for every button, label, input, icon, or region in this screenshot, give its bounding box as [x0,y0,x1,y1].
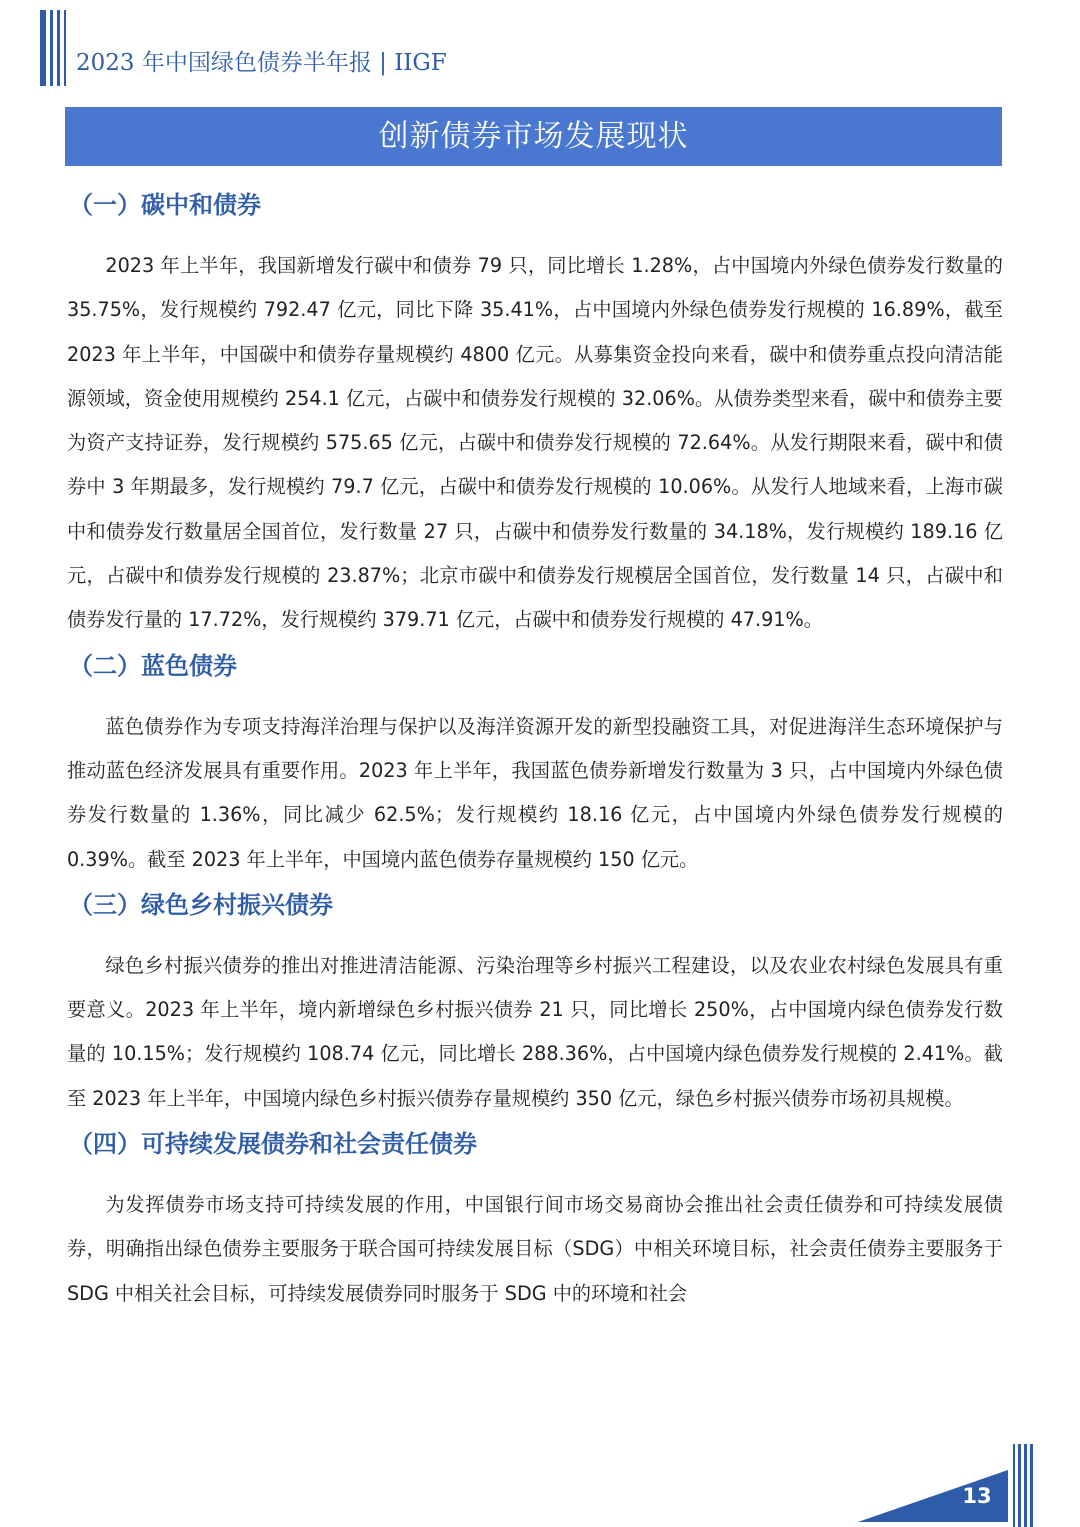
page-number: 13 [962,1484,992,1508]
paragraph: 绿色乡村振兴债券的推出对推进清洁能源、污染治理等乡村振兴工程建设，以及农业农村绿色发展具有重要意义。2023 年上半年，境内新增绿色乡村振兴债券 21 只，同比增长 250%，占中国境内绿色债券发行数量的 10.15%；发行规模约 108.74 亿元，同比增长 288.36%，占中国境内绿色债券发行规模的 2.41%。截至 2023 年上半年，中国境内绿色乡村振兴债券存量规模约 350 亿元，绿色乡村振兴债券市场初具规模。 [67,953,1003,1110]
paragraph: 为发挥债券市场支持可持续发展的作用，中国银行间市场交易商协会推出社会责任债券和可持续发展债券，明确指出绿色债券主要服务于联合国可持续发展目标（SDG）中相关环境目标，社会责任债券主要服务于 SDG 中相关社会目标，可持续发展债券同时服务于 SDG 中的环境和社会 [67,1193,1003,1305]
section-heading: （四）可持续发展债券和社会责任债券 [69,1130,477,1159]
section-banner: 创新债券市场发展现状 [65,107,1002,166]
section-heading: （三）绿色乡村振兴债券 [69,890,333,919]
section-sustainability-social [67,1127,1003,1316]
section-heading: （一）碳中和债券 [69,191,261,219]
section-blue-bond [67,649,1003,882]
main-content [67,188,1003,1322]
footer-decoration-bars [1013,1444,1033,1527]
section-carbon-neutral [67,188,1003,643]
section-heading: （二）蓝色债券 [69,651,237,680]
header-title: 2023 年中国绿色债券半年报 | IIGF [76,50,447,76]
section-rural-revitalization [67,888,1003,1121]
paragraph: 蓝色债券作为专项支持海洋治理与保护以及海洋资源开发的新型投融资工具，对促进海洋生态环境保护与推动蓝色经济发展具有重要作用。2023 年上半年，我国蓝色债券新增发行数量为 3 只，占中国境内外绿色债券发行数量的 1.36%，同比减少 62.5%；发行规模约 18.16 亿元，占中国境内外绿色债券发行规模的 0.39%。截至 2023 年上半年，中国境内蓝色债券存量规模约 150 亿元。 [67,714,1003,871]
header-decoration-bars [40,10,70,86]
paragraph: 2023 年上半年，我国新增发行碳中和债券 79 只，同比增长 1.28%，占中国境内外绿色债券发行数量的 35.75%，发行规模约 792.47 亿元，同比下降 35.41%，占中国境内外绿色债券发行规模的 16.89%，截至 2023 年上半年，中国碳中和债券存量规模约 4800 亿元。从募集资金投向来看，碳中和债券重点投向清洁能源领域，资金使用规模约 254.1 亿元，占碳中和债券发行规模的 32.06%。从债券类型来看，碳中和债券主要为资产支持证券，发行规模约 575.65 亿元，占碳中和债券发行规模的 72.64%。从发行期限来看，碳中和债券中 3 年期最多，发行规模约 79.7 亿元，占碳中和债券发行规模的 10.06%。从发行人地域来看，上海市碳中和债券发行数量居全国首位，发行数量 27 只，占碳中和债券发行数量的 34.18%，发行规模约 189.16 亿元，占碳中和债券发行规模的 23.87%；北京市碳中和债券发行规模居全国首位，发行数量 14 只，占碳中和债券发行量的 17.72%，发行规模约 379.71 亿元，占碳中和债券发行规模的 47.91%。 [67,254,1003,632]
